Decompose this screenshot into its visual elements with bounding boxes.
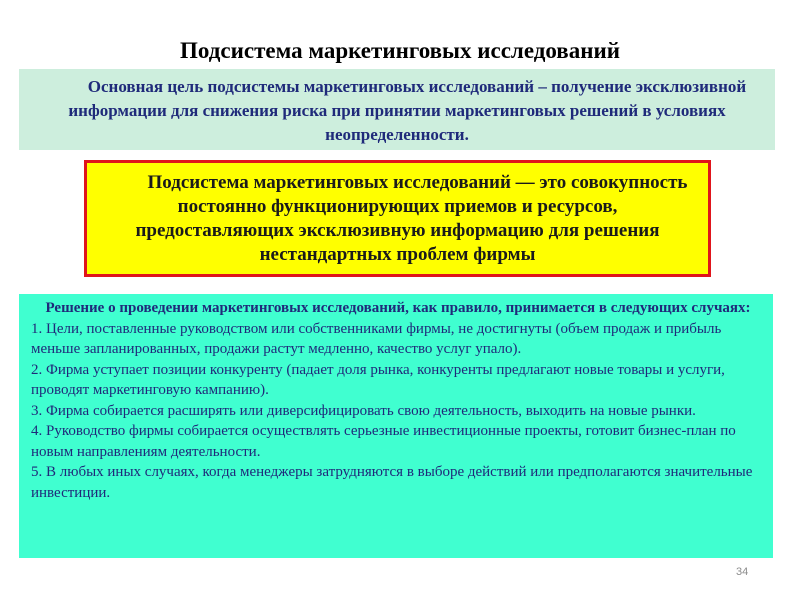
case-item-3: 3. Фирма собирается расширять или диверсифицировать свою деятельность, выходить на новые рынки. — [31, 402, 696, 419]
cases-box — [19, 294, 773, 558]
cases-heading: Решение о проведении маркетинговых исследований, как правило, принимается в следующих случаях: — [45, 300, 751, 316]
slide-title: Подсистема маркетинговых исследований — [180, 38, 620, 63]
case-item-2: 2. Фирма уступает позиции конкуренту (падает доля рынка, конкуренты предлагают новые товары и услуги, проводят маркетинговую кампанию). — [31, 361, 725, 398]
case-item-1: 1. Цели, поставленные руководством или собственниками фирмы, не достигнуты (объем продаж и прибыль меньше запланированных, продажи растут медленно, качество услуг упало). — [31, 320, 722, 357]
goal-text: Основная цель подсистемы маркетинговых исследований – получение эксклюзивной информации для снижения риска при принятии маркетинговых решений в условиях неопределенности. — [68, 77, 747, 144]
definition-text: Подсистема маркетинговых исследований — это совокупность постоянно функционирующих приемов и ресурсов, предоставляющих эксклюзивную информацию для решения нестандартных проблем фирмы — [135, 172, 688, 265]
page-number: 34 — [736, 566, 749, 578]
definition-box — [84, 160, 711, 277]
case-item-4: 4. Руководство фирмы собирается осуществлять серьезные инвестиционные проекты, готовит бизнес-план по новым направлениям деятельности. — [31, 423, 736, 460]
cases-list — [31, 319, 765, 504]
goal-box — [19, 69, 775, 150]
case-item-5: 5. В любых иных случаях, когда менеджеры затрудняются в выборе действий или предполагаются значительные инвестиции. — [31, 464, 753, 501]
